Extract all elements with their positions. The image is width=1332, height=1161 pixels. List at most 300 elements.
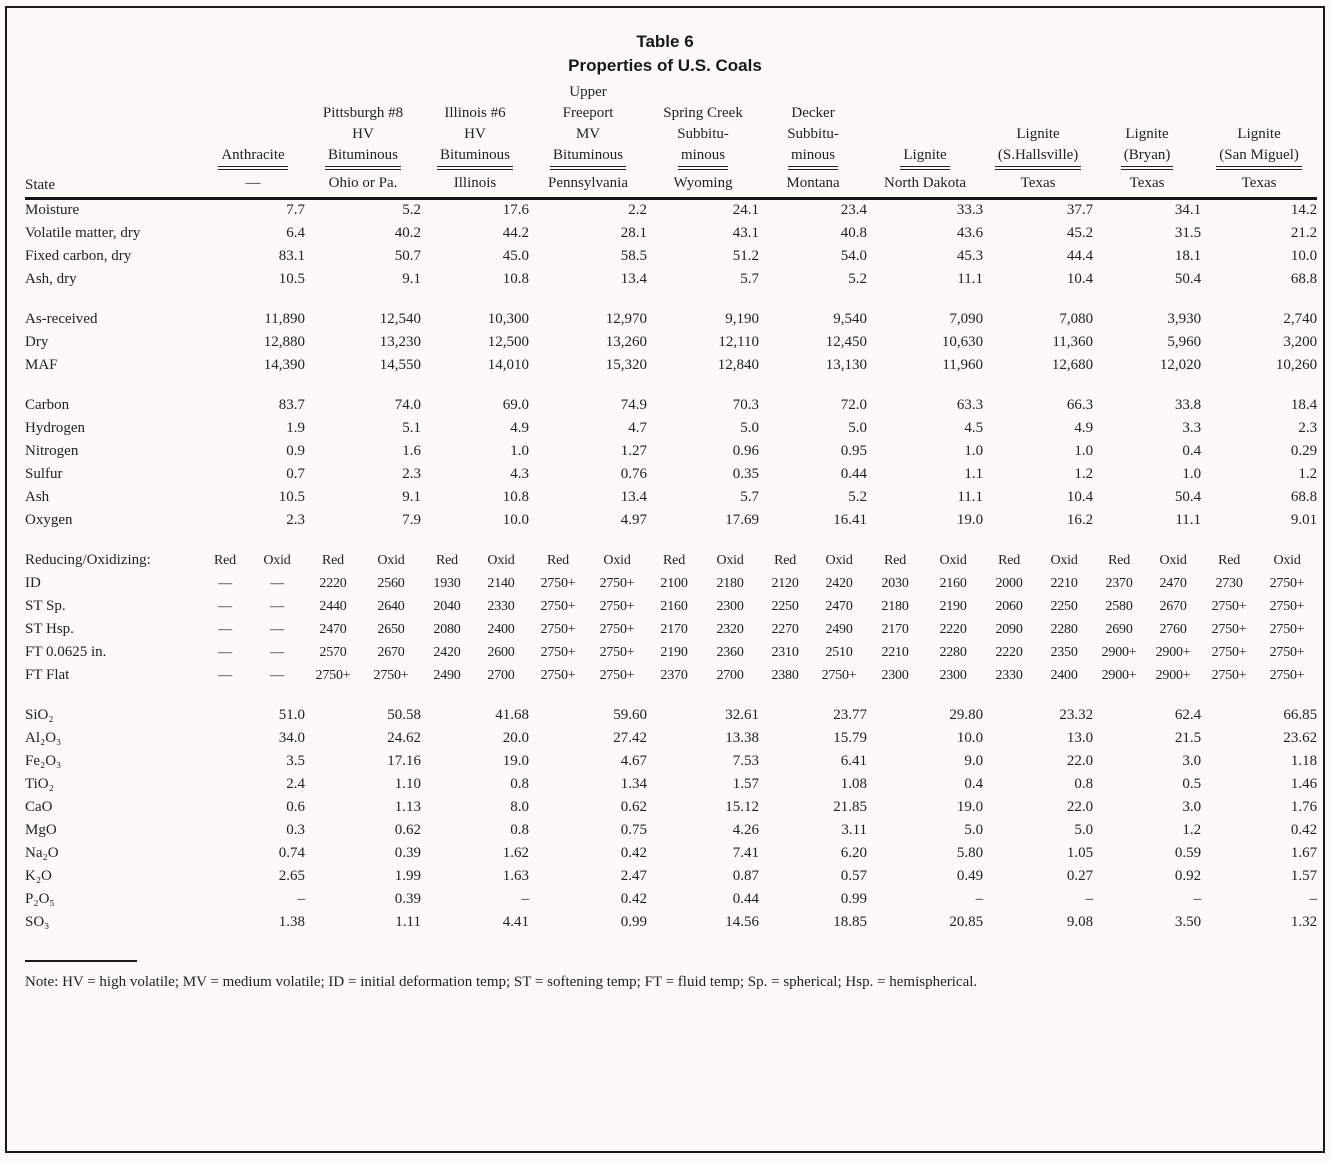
value-cell: 44.4	[1066, 247, 1094, 264]
fusion-oxid-cell: 2750+	[1269, 667, 1305, 683]
value-cell: 3.0	[1182, 798, 1202, 815]
column-header-stack	[867, 145, 983, 170]
value-cell: 1.10	[394, 775, 421, 792]
value-cell: 5.80	[956, 844, 984, 861]
value-cell: 13,260	[605, 333, 648, 350]
fusion-oxid-cell: 2750+	[1269, 621, 1305, 637]
fusion-red-cell: —	[218, 644, 232, 660]
fusion-oxid-cell: 2140	[487, 575, 515, 591]
fusion-col-header: Red	[436, 552, 458, 568]
fusion-red-cell: 2750+	[1211, 621, 1247, 637]
fusion-red-cell: 2030	[881, 575, 909, 591]
fusion-col-header: Red	[547, 552, 569, 568]
column-name-line: Freeport	[562, 105, 614, 121]
value-cell: 6.4	[286, 224, 305, 241]
value-cell: 44.2	[502, 224, 530, 241]
fusion-oxid-cell: 2330	[487, 598, 515, 614]
value-cell: 59.60	[613, 706, 648, 723]
value-cell: 0.44	[840, 465, 868, 482]
column-name-line: Subbitu-	[787, 126, 839, 142]
value-cell: 14,390	[263, 356, 305, 373]
fusion-red-cell: 2750+	[1211, 667, 1247, 683]
value-cell: 1.0	[964, 442, 984, 459]
fusion-red-cell: 2180	[881, 598, 909, 614]
row-label: FT Flat	[25, 666, 70, 683]
value-cell: 1.76	[1290, 798, 1318, 815]
value-cell: 40.8	[840, 224, 868, 241]
fusion-oxid-cell: 2600	[487, 644, 515, 660]
title-block	[7, 8, 1323, 78]
row-label: ID	[25, 574, 41, 591]
value-cell: 10,300	[487, 310, 530, 327]
value-cell: 0.4	[1182, 442, 1202, 459]
value-cell: 5.2	[402, 201, 421, 218]
fusion-oxid-cell: 2250	[1050, 598, 1078, 614]
value-cell: 1.9	[286, 419, 305, 436]
footnote	[25, 960, 1323, 992]
column-header-3	[421, 82, 529, 170]
value-cell: 12,840	[717, 356, 760, 373]
value-cell: 3.11	[841, 821, 868, 838]
value-cell: 24.62	[387, 729, 421, 746]
value-cell: 9.1	[402, 270, 421, 287]
footnote-rule	[25, 960, 137, 962]
fusion-col-header: Oxid	[1273, 552, 1301, 568]
column-name-underlined: Bituminous	[550, 145, 626, 170]
fusion-col-header: Oxid	[263, 552, 291, 568]
fusion-oxid-cell: 2220	[939, 621, 967, 637]
column-header-stack	[759, 103, 867, 170]
fusion-col-header: Red	[322, 552, 344, 568]
value-cell: 41.68	[495, 706, 530, 723]
fusion-red-cell: 2170	[881, 621, 909, 637]
column-name-underlined: (S.Hallsville)	[995, 145, 1081, 170]
value-cell: 72.0	[840, 396, 868, 413]
table-row	[25, 865, 1317, 888]
value-cell: 50.4	[1174, 488, 1202, 505]
fusion-red-cell: 2690	[1105, 621, 1133, 637]
value-cell: 17.69	[725, 511, 760, 528]
value-cell: 11.1	[957, 270, 984, 287]
fusion-subheader-row	[25, 549, 1317, 572]
table-row	[25, 440, 1317, 463]
value-cell: 43.1	[732, 224, 760, 241]
value-cell: 1.38	[278, 913, 305, 930]
value-cell: 8.0	[510, 798, 530, 815]
table-row	[25, 704, 1317, 727]
fusion-col-header: Oxid	[825, 552, 853, 568]
value-cell: 31.5	[1174, 224, 1202, 241]
fusion-oxid-cell: 2650	[377, 621, 405, 637]
fusion-col-header: Oxid	[603, 552, 631, 568]
value-cell: 13,230	[379, 333, 421, 350]
column-header-8	[983, 82, 1093, 170]
table-row	[25, 595, 1317, 618]
value-cell: 5.1	[402, 419, 421, 436]
fusion-oxid-cell: 2190	[939, 598, 967, 614]
state-cell: —	[201, 170, 305, 199]
column-header-stack	[529, 82, 647, 170]
value-cell: –	[297, 890, 305, 907]
fusion-oxid-cell: 2490	[825, 621, 853, 637]
table-row	[25, 463, 1317, 486]
row-label: SO₃	[25, 913, 50, 930]
value-cell: 5.2	[848, 488, 868, 505]
value-cell: 10.8	[502, 270, 530, 287]
column-name-line: Lignite	[1237, 126, 1281, 142]
value-cell: 0.6	[286, 798, 305, 815]
value-cell: 34.1	[1174, 201, 1202, 218]
column-header-9	[1093, 82, 1201, 170]
value-cell: 10.4	[1066, 488, 1094, 505]
value-cell: 12,880	[263, 333, 305, 350]
fusion-col-header: Oxid	[377, 552, 405, 568]
value-cell: 1.2	[1298, 465, 1318, 482]
fusion-red-cell: 2080	[433, 621, 461, 637]
value-cell: 66.85	[1283, 706, 1318, 723]
table-row	[25, 888, 1317, 911]
value-cell: 1.62	[502, 844, 530, 861]
column-name-underlined: (San Miguel)	[1216, 145, 1302, 170]
fusion-red-cell: 2060	[995, 598, 1023, 614]
column-name-line: Pittsburgh #8	[322, 105, 404, 121]
value-cell: 5.7	[740, 270, 760, 287]
fusion-red-cell: 2100	[660, 575, 688, 591]
value-cell: 9,190	[725, 310, 760, 327]
value-cell: 23.4	[840, 201, 868, 218]
value-cell: 11.1	[1175, 511, 1202, 528]
fusion-col-header: Red	[774, 552, 797, 568]
fusion-red-cell: 2170	[660, 621, 688, 637]
value-cell: –	[1193, 890, 1202, 907]
fusion-col-header: Red	[663, 552, 685, 568]
table-row	[25, 819, 1317, 842]
row-label: Volatile matter, dry	[25, 224, 141, 241]
value-cell: 11,960	[942, 356, 984, 373]
value-cell: 14.2	[1290, 201, 1318, 218]
fusion-red-cell: 2220	[995, 644, 1023, 660]
value-cell: 21.85	[833, 798, 868, 815]
fusion-red-cell: 2330	[995, 667, 1023, 683]
value-cell: 4.5	[964, 419, 984, 436]
value-cell: 0.3	[286, 821, 305, 838]
value-cell: 16.41	[833, 511, 868, 528]
fusion-oxid-cell: 2470	[825, 598, 853, 614]
value-cell: 37.7	[1066, 201, 1094, 218]
row-label: Nitrogen	[25, 442, 79, 459]
value-cell: 6.20	[840, 844, 868, 861]
value-cell: 74.9	[620, 396, 648, 413]
value-cell: 1.05	[1066, 844, 1094, 861]
state-cell: Montana	[759, 170, 867, 199]
value-cell: 2.3	[402, 465, 421, 482]
fusion-col-header: Red	[998, 552, 1021, 568]
value-cell: 0.99	[840, 890, 868, 907]
value-cell: 33.3	[956, 201, 984, 218]
row-label: MAF	[25, 356, 58, 373]
fusion-red-cell: 1930	[433, 575, 461, 591]
value-cell: 23.32	[1059, 706, 1094, 723]
fusion-red-cell: 2570	[319, 644, 347, 660]
value-cell: 20.85	[949, 913, 984, 930]
value-cell: 0.42	[620, 844, 648, 861]
value-cell: –	[975, 890, 984, 907]
value-cell: 15,320	[605, 356, 648, 373]
column-header-stack	[1093, 124, 1201, 170]
column-name-line: Lignite	[1125, 126, 1169, 142]
column-name-underlined: (Bryan)	[1121, 145, 1174, 170]
value-cell: 11,890	[264, 310, 305, 327]
value-cell: 27.42	[613, 729, 648, 746]
value-cell: 83.7	[278, 396, 305, 413]
value-cell: 0.5	[1182, 775, 1202, 792]
spacer-row	[25, 291, 1317, 308]
value-cell: 15.12	[725, 798, 760, 815]
value-cell: 21.5	[1174, 729, 1202, 746]
table-row	[25, 308, 1317, 331]
value-cell: 4.9	[510, 419, 530, 436]
fusion-red-cell: 2750+	[540, 667, 576, 683]
value-cell: 34.0	[278, 729, 305, 746]
row-label: P₂O₅	[25, 890, 55, 907]
value-cell: 1.2	[1074, 465, 1094, 482]
fusion-col-header: Red	[884, 552, 907, 568]
column-header-7	[867, 82, 983, 170]
value-cell: 5.0	[740, 419, 760, 436]
fusion-red-cell: 2120	[771, 575, 799, 591]
fusion-red-cell: 2220	[319, 575, 347, 591]
table-row	[25, 354, 1317, 377]
table-row	[25, 222, 1317, 245]
fusion-oxid-cell: 2360	[716, 644, 744, 660]
value-cell: 12,540	[379, 310, 421, 327]
state-cell: Ohio or Pa.	[305, 170, 421, 199]
fusion-oxid-cell: 2750+	[599, 667, 635, 683]
fusion-oxid-cell: 2750+	[1269, 575, 1305, 591]
column-header-row	[25, 82, 1317, 170]
value-cell: 13.38	[725, 729, 760, 746]
value-cell: 4.7	[628, 419, 648, 436]
value-cell: 1.2	[1182, 821, 1202, 838]
value-cell: 50.58	[387, 706, 421, 723]
row-label: ST Hsp.	[25, 620, 74, 637]
value-cell: 4.41	[502, 913, 530, 930]
value-cell: 66.3	[1066, 396, 1094, 413]
value-cell: 5.0	[848, 419, 868, 436]
fusion-red-cell: 2750+	[1211, 644, 1247, 660]
fusion-oxid-cell: 2750+	[1269, 598, 1305, 614]
column-name-line: Illinois #6	[444, 105, 506, 121]
value-cell: 5.0	[1074, 821, 1094, 838]
header-corner-spacer	[25, 82, 201, 170]
row-label: Al₂O₃	[25, 729, 62, 746]
value-cell: 45.2	[1066, 224, 1094, 241]
table-row	[25, 417, 1317, 440]
table-row	[25, 245, 1317, 268]
value-cell: 2.3	[1298, 419, 1318, 436]
value-cell: 10.8	[502, 488, 530, 505]
value-cell: 0.39	[394, 844, 421, 861]
fusion-oxid-cell: 2900+	[1155, 644, 1191, 660]
value-cell: 9.01	[1290, 511, 1318, 528]
value-cell: 70.3	[732, 396, 760, 413]
value-cell: 1.0	[1074, 442, 1094, 459]
fusion-red-cell: 2300	[881, 667, 909, 683]
column-header-1	[201, 82, 305, 170]
column-header-5	[647, 82, 759, 170]
value-cell: 40.2	[394, 224, 421, 241]
fusion-red-cell: 2750+	[315, 667, 351, 683]
value-cell: 4.67	[620, 752, 648, 769]
fusion-red-cell: 2750+	[540, 575, 576, 591]
value-cell: 1.67	[1290, 844, 1318, 861]
value-cell: 9,540	[833, 310, 868, 327]
value-cell: 14.56	[725, 913, 760, 930]
fusion-oxid-cell: 2470	[1159, 575, 1187, 591]
fusion-oxid-cell: 2210	[1050, 575, 1078, 591]
table-row	[25, 199, 1317, 222]
value-cell: 3,200	[1283, 333, 1318, 350]
fusion-oxid-cell: 2510	[825, 644, 853, 660]
value-cell: 0.57	[840, 867, 868, 884]
fusion-oxid-cell: 2750+	[821, 667, 857, 683]
row-label: Oxygen	[25, 511, 73, 528]
column-header-stack	[305, 103, 421, 170]
value-cell: 7.7	[286, 201, 305, 218]
table-row	[25, 641, 1317, 664]
value-cell: 10.0	[502, 511, 530, 528]
fusion-oxid-cell: —	[270, 598, 284, 614]
fusion-oxid-cell: 2750+	[599, 598, 635, 614]
column-name-underlined: Lignite	[900, 145, 949, 170]
table-row	[25, 618, 1317, 641]
fusion-oxid-cell: 2700	[487, 667, 515, 683]
fusion-red-cell: 2900+	[1101, 667, 1137, 683]
fusion-oxid-cell: 2300	[939, 667, 967, 683]
value-cell: 0.42	[1290, 821, 1318, 838]
column-name-underlined: minous	[678, 145, 728, 170]
value-cell: 16.2	[1066, 511, 1094, 528]
coal-properties-table	[25, 82, 1317, 934]
fusion-red-cell: 2580	[1105, 598, 1133, 614]
value-cell: –	[521, 890, 530, 907]
value-cell: 10.5	[278, 270, 305, 287]
table-row	[25, 750, 1317, 773]
fusion-oxid-cell: 2160	[939, 575, 967, 591]
value-cell: 1.46	[1290, 775, 1318, 792]
column-header-4	[529, 82, 647, 170]
value-cell: 4.97	[620, 511, 648, 528]
row-label: MgO	[25, 821, 57, 838]
value-cell: 58.5	[620, 247, 648, 264]
value-cell: 1.57	[1290, 867, 1318, 884]
value-cell: 12,110	[718, 333, 760, 350]
fusion-red-cell: 2190	[660, 644, 688, 660]
value-cell: 15.79	[833, 729, 868, 746]
value-cell: 10.0	[956, 729, 984, 746]
fusion-red-cell: 2750+	[540, 598, 576, 614]
value-cell: 13,130	[825, 356, 868, 373]
value-cell: 0.39	[394, 890, 421, 907]
state-cell: Texas	[1201, 170, 1317, 199]
row-label: K₂O	[25, 867, 52, 884]
value-cell: 63.3	[956, 396, 984, 413]
value-cell: 23.77	[833, 706, 868, 723]
value-cell: 6.41	[840, 752, 868, 769]
row-label: Carbon	[25, 396, 70, 413]
value-cell: 1.6	[402, 442, 421, 459]
state-cell: Pennsylvania	[529, 170, 647, 199]
value-cell: 0.29	[1290, 442, 1318, 459]
value-cell: 3.5	[286, 752, 305, 769]
column-header-10	[1201, 82, 1317, 170]
value-cell: 1.63	[502, 867, 530, 884]
value-cell: 13.0	[1066, 729, 1094, 746]
fusion-oxid-cell: 2420	[825, 575, 853, 591]
value-cell: 45.0	[502, 247, 530, 264]
fusion-red-cell: 2310	[771, 644, 799, 660]
fusion-oxid-cell: 2670	[377, 644, 405, 660]
value-cell: 1.32	[1290, 913, 1318, 930]
row-label: Fixed carbon, dry	[25, 247, 132, 264]
fusion-col-header: Oxid	[1159, 552, 1187, 568]
value-cell: 33.8	[1174, 396, 1202, 413]
value-cell: 51.2	[732, 247, 760, 264]
value-cell: 10.5	[278, 488, 305, 505]
value-cell: 2.47	[620, 867, 648, 884]
value-cell: 3.3	[1182, 419, 1202, 436]
fusion-oxid-cell: 2400	[487, 621, 515, 637]
state-row	[25, 170, 1317, 199]
fusion-oxid-cell: —	[270, 644, 284, 660]
state-cell: Texas	[1093, 170, 1201, 199]
column-name-line: MV	[575, 126, 601, 142]
row-label: Ash, dry	[25, 270, 77, 287]
fusion-oxid-cell: 2750+	[1269, 644, 1305, 660]
value-cell: 7.9	[402, 511, 421, 528]
value-cell: 18.85	[833, 913, 868, 930]
fusion-oxid-cell: 2280	[1050, 621, 1078, 637]
value-cell: 19.0	[502, 752, 530, 769]
column-header-stack	[421, 103, 529, 170]
value-cell: 19.0	[956, 511, 984, 528]
fusion-red-cell: 2750+	[540, 621, 576, 637]
state-cell: Illinois	[421, 170, 529, 199]
value-cell: 5.0	[964, 821, 984, 838]
fusion-oxid-cell: 2280	[939, 644, 967, 660]
value-cell: 22.0	[1066, 798, 1094, 815]
section-spacer	[25, 532, 1317, 549]
fusion-oxid-cell: 2560	[377, 575, 405, 591]
value-cell: 4.26	[732, 821, 760, 838]
footnote-text: Note: HV = high volatile; MV = medium volatile; ID = initial deformation temp; ST = softening temp; FT = fluid temp; Sp. = spherical; Hsp. = hemispherical.	[25, 973, 978, 990]
row-label: Dry	[25, 333, 49, 350]
value-cell: 2.2	[628, 201, 648, 218]
row-label: Ash	[25, 488, 50, 505]
value-cell: 7,080	[1059, 310, 1094, 327]
fusion-oxid-cell: 2750+	[599, 575, 635, 591]
table-subtitle: Properties of U.S. Coals	[568, 56, 762, 75]
fusion-red-cell: 2000	[995, 575, 1023, 591]
value-cell: 0.49	[956, 867, 984, 884]
value-cell: 0.44	[732, 890, 760, 907]
spacer-row	[25, 532, 1317, 549]
value-cell: 1.08	[840, 775, 868, 792]
row-label: ST Sp.	[25, 597, 66, 614]
value-cell: 0.4	[964, 775, 984, 792]
table-row	[25, 268, 1317, 291]
fusion-oxid-cell: —	[270, 621, 284, 637]
